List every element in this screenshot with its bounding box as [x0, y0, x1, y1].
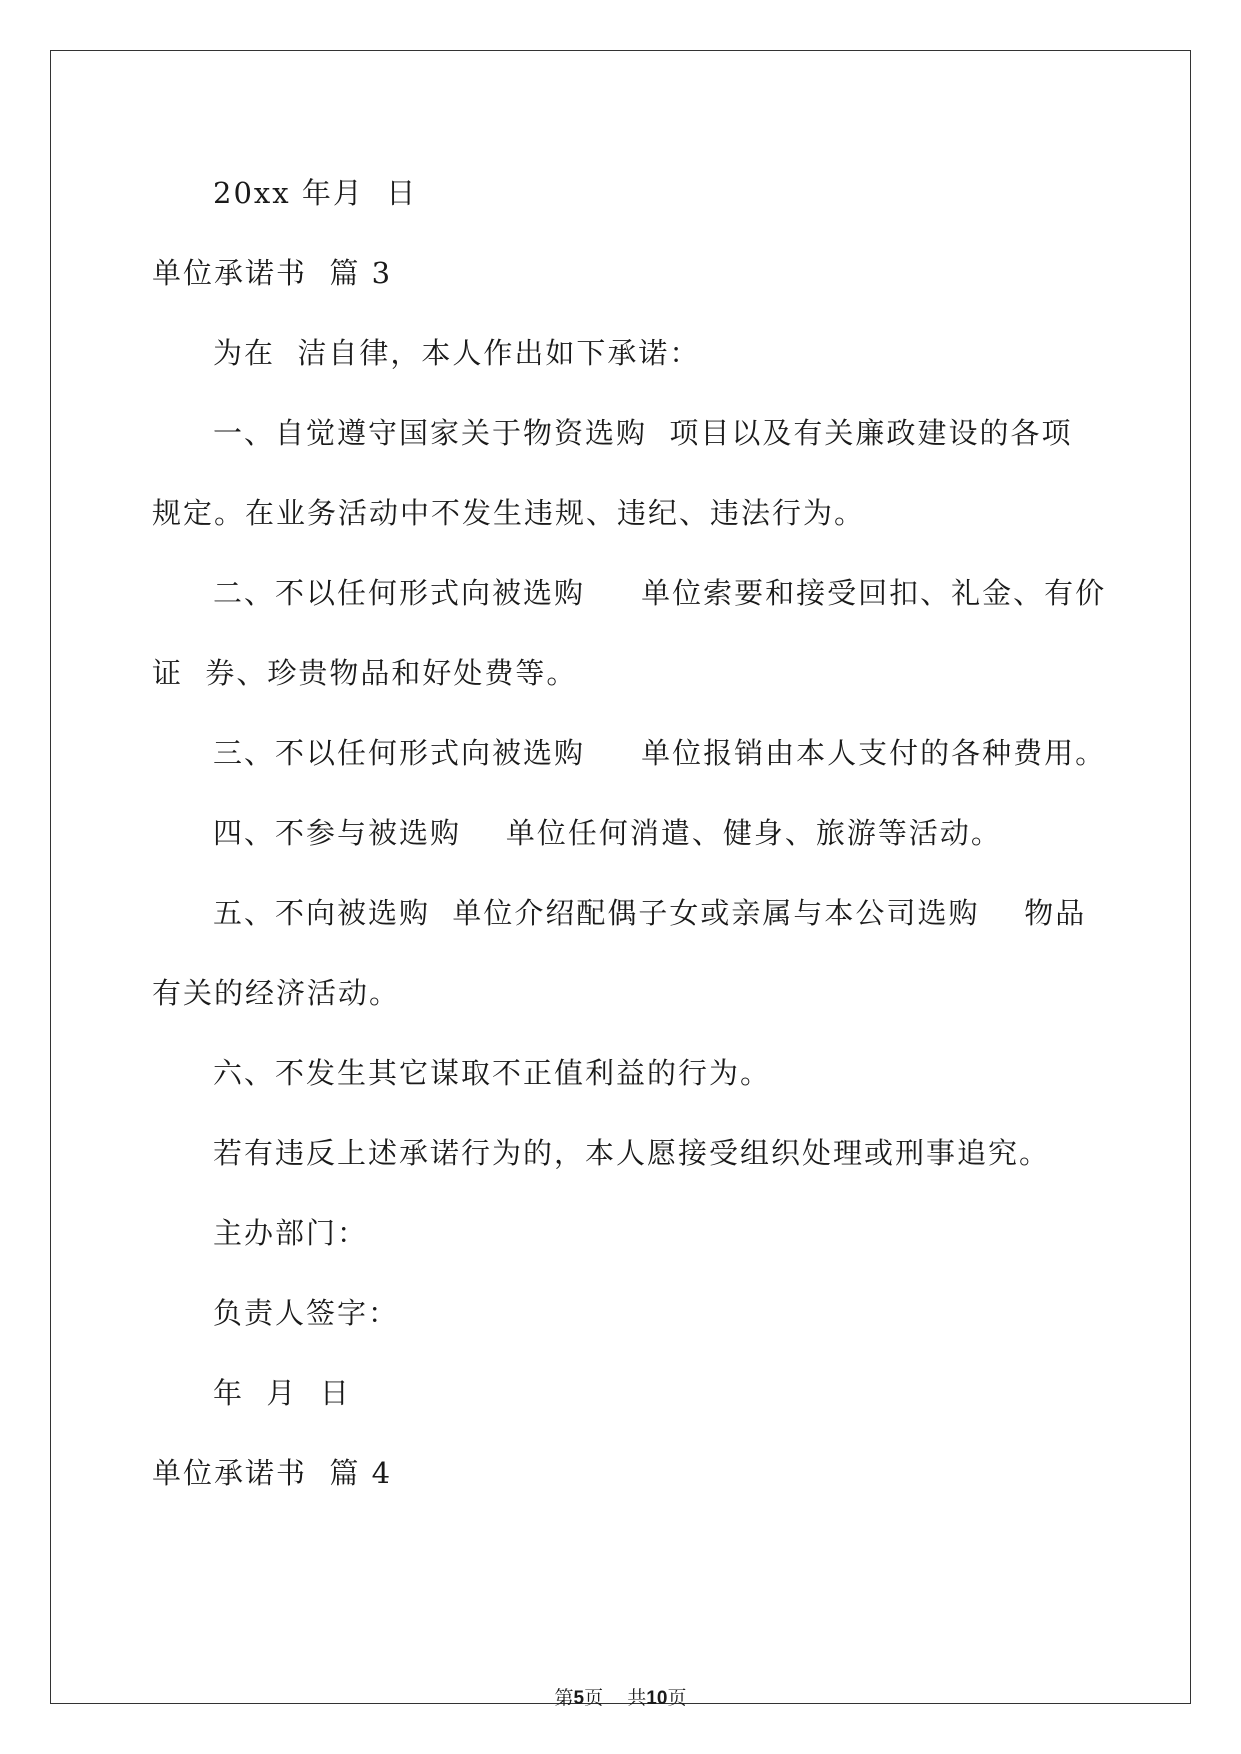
- paragraph-item-6: 六、不发生其它谋取不正值利益的行为。: [213, 1056, 772, 1090]
- paragraph-item-1: 一、自觉遵守国家关于物资选购 项目以及有关廉政建设的各项: [213, 416, 1073, 450]
- paragraph-item-2: 二、不以任何形式向被选购 单位索要和接受回扣、礼金、有价: [213, 576, 1107, 610]
- section-heading-4: 单位承诺书 篇 4: [152, 1456, 393, 1490]
- footer-suffix: 页: [667, 1687, 687, 1709]
- paragraph-item-1-cont: 规定。在业务活动中不发生违规、违纪、违法行为。: [152, 496, 866, 530]
- paragraph-intro: 为在 洁自律，本人作出如下承诺：: [213, 336, 701, 370]
- footer-prefix: 第: [554, 1687, 574, 1709]
- footer-total-pages: 10: [646, 1688, 668, 1709]
- paragraph-item-2-cont: 证 券、珍贵物品和好处费等。: [152, 656, 578, 690]
- paragraph-item-5: 五、不向被选购 单位介绍配偶子女或亲属与本公司选购 物品: [213, 896, 1087, 930]
- page-footer: [0, 1686, 1241, 1711]
- paragraph-item-3: 三、不以任何形式向被选购 单位报销由本人支付的各种费用。: [213, 736, 1107, 770]
- label-signature: 负责人签字：: [213, 1296, 400, 1330]
- section-heading-3: 单位承诺书 篇 3: [152, 256, 393, 290]
- footer-middle: 页 共: [584, 1687, 647, 1709]
- label-host-department: 主办部门：: [213, 1216, 369, 1250]
- paragraph-item-5-cont: 有关的经济活动。: [152, 976, 401, 1010]
- paragraph-commitment: 若有违反上述承诺行为的，本人愿接受组织处理或刑事追究。: [213, 1136, 1051, 1170]
- footer-page-number: 5: [573, 1688, 585, 1709]
- paragraph-item-4: 四、不参与被选购 单位任何消遣、健身、旅游等活动。: [213, 816, 1002, 850]
- date-line: 20xx 年月 日: [213, 176, 418, 210]
- label-date: 年 月 日: [213, 1376, 351, 1410]
